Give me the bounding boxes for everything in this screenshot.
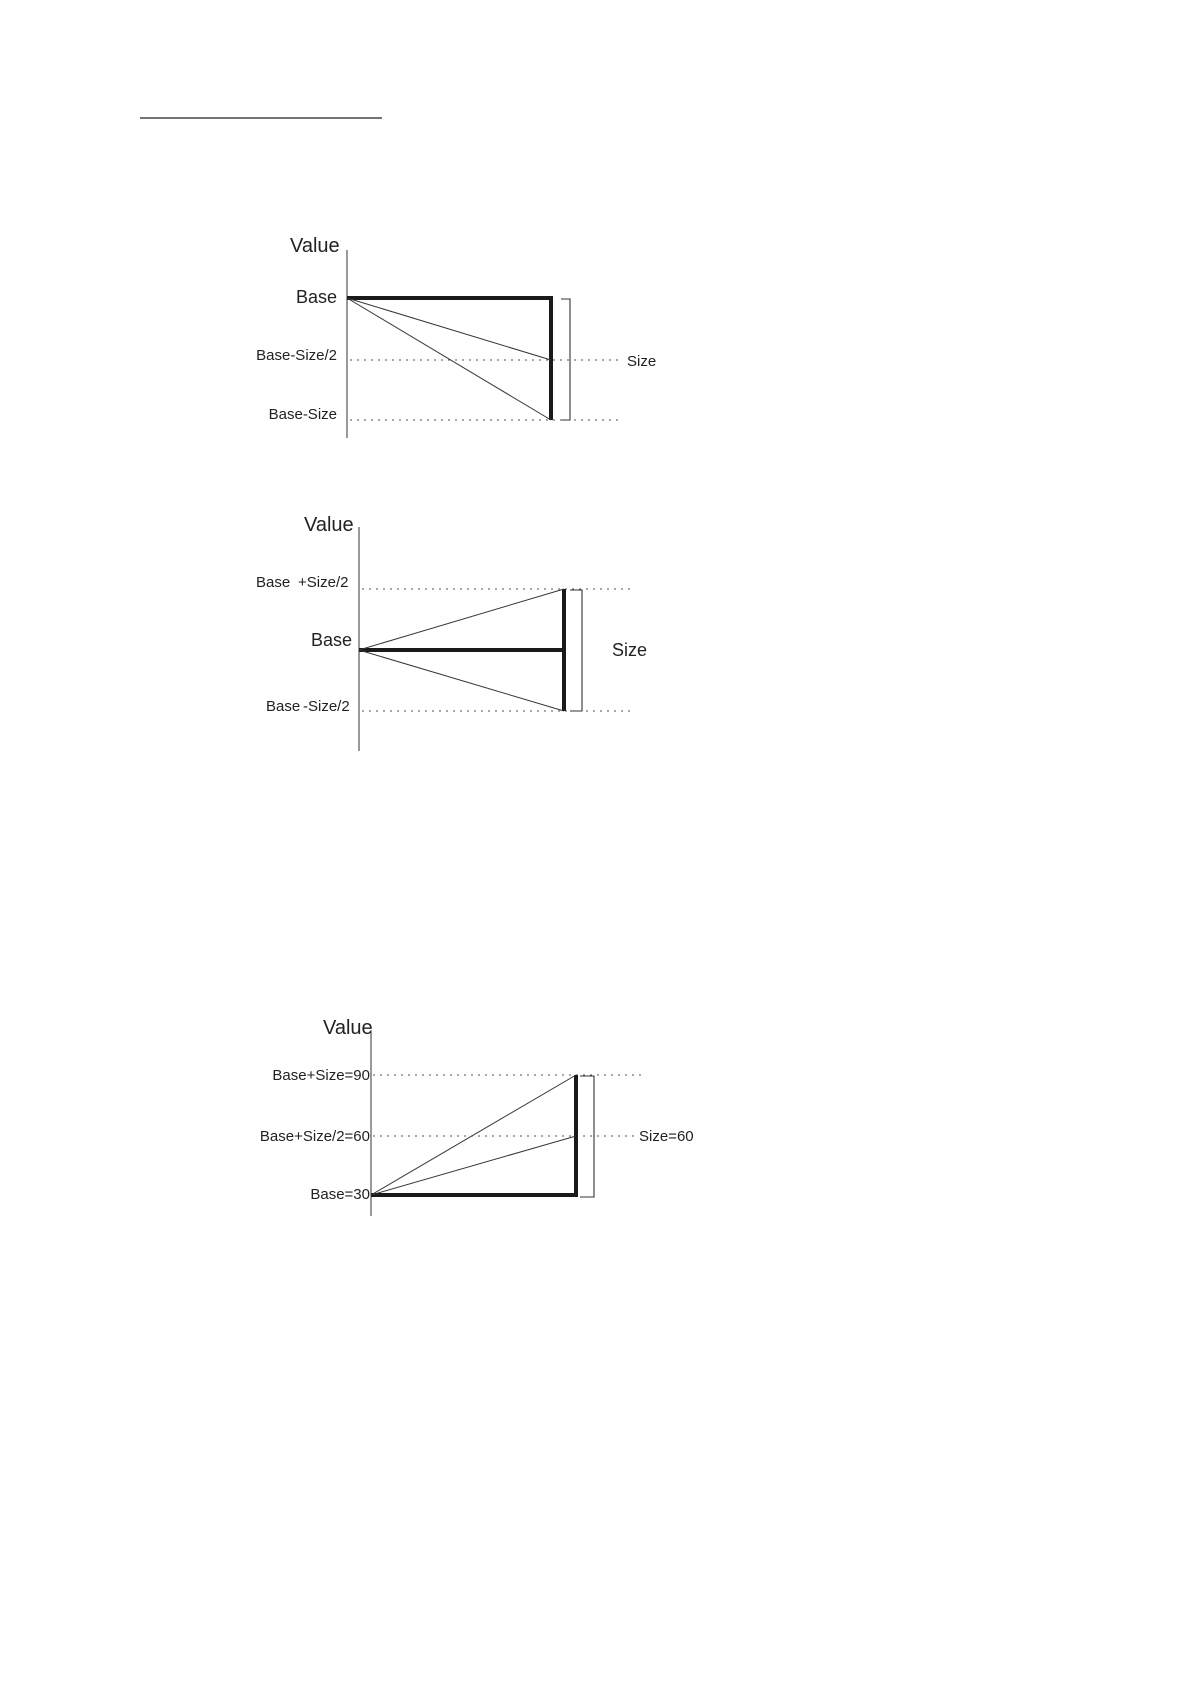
d1-ramp-full xyxy=(347,298,551,420)
d2-axis-label: Value xyxy=(304,514,354,536)
d2-label-low-offset: -Size/2 xyxy=(303,698,350,715)
d3-ramp-half xyxy=(371,1136,576,1195)
d3-axis-label: Value xyxy=(323,1017,373,1039)
d2-label-low-base: Base xyxy=(266,698,301,715)
diagram-decreasing xyxy=(256,235,656,438)
d2-label-top-base: Base xyxy=(256,574,291,591)
d3-label-base: Base=30 xyxy=(310,1186,370,1203)
d1-label-low: Base-Size xyxy=(268,406,337,423)
d2-ramp-down xyxy=(359,650,564,711)
d2-label-base: Base xyxy=(310,630,352,650)
d3-label-size: Size=60 xyxy=(639,1128,694,1145)
d1-label-base: Base xyxy=(295,287,337,307)
d3-label-top: Base+Size=90 xyxy=(272,1067,370,1084)
d1-label-size: Size xyxy=(627,353,657,370)
d2-label-size: Size xyxy=(612,640,648,660)
d1-axis-label: Value xyxy=(290,235,340,257)
diagram-increasing-example xyxy=(260,1017,694,1216)
d2-ramp-up xyxy=(359,589,564,650)
d2-label-top-offset: +Size/2 xyxy=(298,574,349,591)
d3-ramp-full xyxy=(371,1075,576,1195)
d1-label-mid: Base-Size/2 xyxy=(256,347,337,364)
d1-ramp-half xyxy=(347,298,551,360)
d2-size-bracket xyxy=(570,590,582,711)
diagram-centered xyxy=(256,514,647,751)
d3-label-mid: Base+Size/2=60 xyxy=(259,1128,370,1145)
